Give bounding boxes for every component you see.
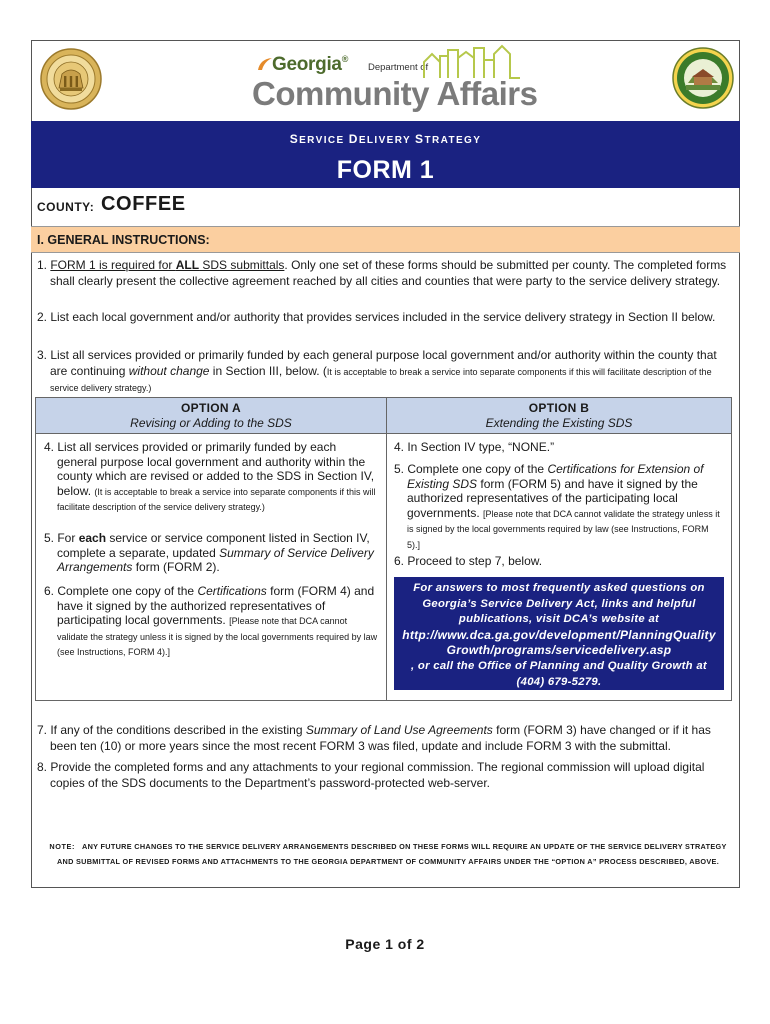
dca-community-affairs-text: Community Affairs <box>252 75 538 112</box>
banner-subtitle: SERVICE DELIVERY STRATEGY <box>289 132 482 146</box>
section-heading <box>31 226 740 253</box>
option-b-header: OPTION B Extending the Existing SDS <box>485 401 633 430</box>
note: NOTE: ANY FUTURE CHANGES TO THE SERVICE DELIVERY ARRANGEMENTS DESCRIBED ON THESE FORMS WILL REQUIRE AN UPDATE OF THE SERVICE DELIVERY STRATEGY AND SUBMITTAL OF REVISED FORMS AND ATTACHMENTS TO THE GEORGIA DEPARTMENT OF COMMUNITY AFFAIRS UNDER THE “OPTION A” PROCESS DESCRIBED, ABOVE. <box>49 842 727 866</box>
option-a-step-6: 6. Complete one copy of the Certifications form (FORM 4) and have it signed by the authorized representatives of participating local governments. [Please note that DCA cannot validate the strategy unless it is signed by the local governments required by law (see Instructions, FORM 4).] <box>44 584 378 657</box>
option-a-step-4: 4. List all services provided or primarily funded by each general purpose local government and authority within the county which are revised or added to the SDS in Section IV, below. (It is acceptable to break a service into separate components if this will facilitate description of the service delivery strategy.) <box>44 440 376 512</box>
dca-website-link[interactable]: http://www.dca.ga.gov/development/PlanningQualityGrowth/programs/servicedelivery.asp <box>402 627 716 658</box>
callout-text: For answers to most frequently asked questions on Georgia’s Service Delivery Act, links and helpful publications, visit DCA’s website at <box>413 582 705 626</box>
county-value: COFFEE <box>101 193 186 215</box>
section-heading-text: I. GENERAL INSTRUCTIONS: <box>37 233 210 247</box>
option-b-step-4: 4. In Section IV type, “NONE.” <box>394 440 555 454</box>
option-a-step-5: 5. For each service or service component listed in Section IV, complete a separate, updated Summary of Service Delivery Arrangements form (FORM 2). <box>44 531 374 574</box>
dca-department-text: Department of <box>368 62 429 73</box>
instruction-7: 7. If any of the conditions described in the existing Summary of Land Use Agreements form (FORM 3) have changed or if it has been ten (10) or more years since the most recent FORM 3 was filed, update and include FORM 3 with the submittal. <box>37 723 711 753</box>
option-a-header: OPTION A Revising or Adding to the SDS <box>130 401 292 430</box>
instruction-2: 2. List each local government and/or authority that provides services included in the service delivery strategy in Section II below. <box>37 310 716 324</box>
dca-logo <box>250 44 538 120</box>
form-title: FORM 1 <box>336 156 435 184</box>
page-number: Page 1 of 2 <box>345 936 425 952</box>
dca-georgia-text: Georgia® <box>272 54 349 75</box>
callout-contact-text: , or call the Office of Planning and Quality Growth at (404) 679-5279. <box>411 659 707 688</box>
option-b-step-5: 5. Complete one copy of the Certifications for Extension of Existing SDS form (FORM 5) and have it signed by the authorized representatives of the participating local governments. [Please note that DCA cannot validate the strategy unless it is signed by the local governments required by law (see Instructions, FORM 5).] <box>394 462 720 550</box>
options-header-row <box>36 398 731 434</box>
state-seal-icon <box>40 48 102 110</box>
instruction-3: 3. List all services provided or primarily funded by each general purpose local government and/or authority within the county that are continuing without change in Section III, below. (It is acceptable to break a service into separate components if this will facilitate description of the service delivery strategy.) <box>37 348 717 393</box>
options-divider <box>386 398 387 700</box>
instruction-1: 1. FORM 1 is required for ALL SDS submittals. Only one set of these forms should be submitted per county. The completed forms shall clearly present the collective agreement reached by all cities and counties that were party to the service delivery strategy. <box>37 258 727 288</box>
instruction-8: 8. Provide the completed forms and any attachments to your regional commission. The regional commission will upload digital copies of the SDS documents to the Department’s password-protected web-server. <box>37 760 705 790</box>
form-banner <box>31 121 740 188</box>
planning-association-seal-icon <box>672 47 734 109</box>
option-b-step-6: 6. Proceed to step 7, below. <box>394 554 543 568</box>
faq-callout <box>394 577 724 690</box>
county-label: COUNTY: <box>37 200 95 214</box>
